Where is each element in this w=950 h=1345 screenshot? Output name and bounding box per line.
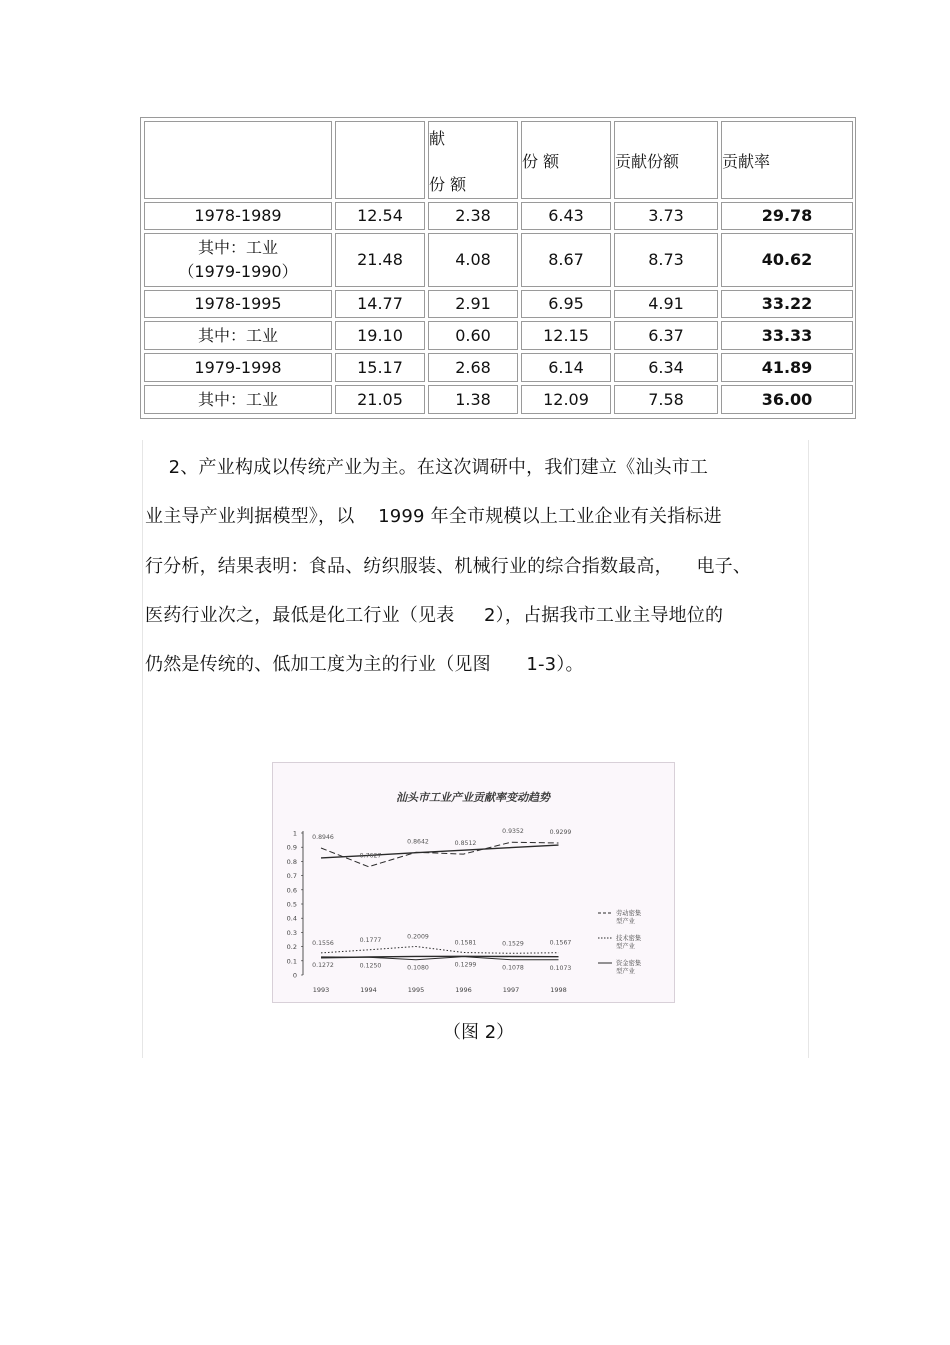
data-label: 0.8512 xyxy=(454,840,477,848)
table-cell: 8.73 xyxy=(614,233,718,287)
data-label: 0.1250 xyxy=(359,962,382,970)
table-cell: 15.17 xyxy=(335,353,425,382)
table-cell: 41.89 xyxy=(721,353,853,382)
y-tick-label: 0.7 xyxy=(286,872,297,881)
data-label: 0.7627 xyxy=(359,852,382,860)
table-cell: 33.33 xyxy=(721,321,853,350)
table-cell: 6.43 xyxy=(521,202,611,230)
table-cell: 12.15 xyxy=(521,321,611,350)
table-cell: 14.77 xyxy=(335,290,425,318)
y-tick-label: 0 xyxy=(292,971,297,980)
table-cell: 21.48 xyxy=(335,233,425,287)
data-label: 0.8946 xyxy=(312,833,334,841)
table-header-cell xyxy=(721,121,853,199)
legend-label: 型产业 xyxy=(616,918,635,925)
table-row-label: 1979-1998 xyxy=(144,353,332,382)
y-tick-label: 0.5 xyxy=(286,900,297,909)
data-label: 0.2009 xyxy=(407,933,429,941)
x-tick-label: 1998 xyxy=(550,986,567,994)
legend-label: 劳动密集 xyxy=(616,910,642,917)
data-label: 0.1272 xyxy=(312,961,334,969)
table-header-cell xyxy=(521,121,611,199)
paragraph-line: 2、产业构成以传统产业为主。在这次调研中，我们建立《汕头市工 xyxy=(145,457,709,478)
table-cell: 2.38 xyxy=(428,202,518,230)
table-cell: 40.62 xyxy=(721,233,853,287)
data-label: 0.1299 xyxy=(454,961,477,969)
table-header-text: 份 额 xyxy=(522,152,560,171)
table-cell: 33.22 xyxy=(721,290,853,318)
x-tick-label: 1993 xyxy=(312,986,330,994)
paragraph-line: 医药行业次之，最低是化工行业（见表 2），占据我市工业主导地位的 xyxy=(145,605,724,626)
trend-line-1 xyxy=(321,956,559,958)
table-cell: 21.05 xyxy=(335,385,425,414)
data-label: 0.1777 xyxy=(359,936,382,944)
data-label: 0.9352 xyxy=(502,828,524,836)
table-cell: 12.54 xyxy=(335,202,425,230)
table-cell: 8.67 xyxy=(521,233,611,287)
data-label: 0.1073 xyxy=(549,964,572,972)
table-cell: 6.95 xyxy=(521,290,611,318)
x-tick-label: 1994 xyxy=(360,986,377,994)
data-table xyxy=(140,117,856,419)
chart-title: 汕头市工业产业贡献率变动趋势 xyxy=(396,791,550,804)
figure-caption: （图 2） xyxy=(443,1022,515,1043)
table-header-cell xyxy=(335,121,425,199)
table-cell: 6.37 xyxy=(614,321,718,350)
table-cell: 3.73 xyxy=(614,202,718,230)
paragraph-line: 业主导产业判据模型》，以 1999 年全市规模以上工业企业有关指标进 xyxy=(145,506,722,527)
x-tick-label: 1996 xyxy=(455,986,472,994)
x-tick-label: 1995 xyxy=(407,986,425,994)
table-header-text: 贡献份额 xyxy=(615,152,680,171)
table-header-cell xyxy=(428,121,518,199)
y-tick-label: 0.1 xyxy=(286,957,297,966)
y-tick-label: 1 xyxy=(292,829,297,838)
table-cell: 2.68 xyxy=(428,353,518,382)
y-tick-label: 0.9 xyxy=(286,843,297,852)
table-cell: 29.78 xyxy=(721,202,853,230)
table-cell: 4.08 xyxy=(428,233,518,287)
data-label: 0.1078 xyxy=(502,964,524,972)
table-cell: 12.09 xyxy=(521,385,611,414)
table-cell: 1.38 xyxy=(428,385,518,414)
table-row-label: 其中：工业 （1979-1990） xyxy=(144,233,332,287)
table-cell: 36.00 xyxy=(721,385,853,414)
series-line-0 xyxy=(321,842,559,867)
series-line-1 xyxy=(321,947,559,954)
table-cell: 6.34 xyxy=(614,353,718,382)
table-cell: 0.60 xyxy=(428,321,518,350)
table-row-label: 1978-1989 xyxy=(144,202,332,230)
y-tick-label: 0.8 xyxy=(286,857,297,866)
legend-label: 资金密集 xyxy=(616,960,642,967)
table-header-cell xyxy=(144,121,332,199)
data-label: 0.1529 xyxy=(502,940,524,948)
y-tick-label: 0.4 xyxy=(286,914,297,923)
table-row-label: 1978-1995 xyxy=(144,290,332,318)
table-cell: 19.10 xyxy=(335,321,425,350)
table-header-text: 贡献率 xyxy=(722,152,771,171)
table-row-label: 其中：工业 xyxy=(144,321,332,350)
trend-line-0 xyxy=(321,845,559,858)
legend-label: 型产业 xyxy=(616,943,635,950)
contribution-trend-chart xyxy=(272,762,675,1003)
y-tick-label: 0.2 xyxy=(286,943,297,952)
table-row-label: 其中：工业 xyxy=(144,385,332,414)
data-label: 0.1567 xyxy=(549,939,572,947)
paragraph-line: 行分析，结果表明：食品、纺织服装、机械行业的综合指数最高， 电子、 xyxy=(145,556,752,577)
data-label: 0.8642 xyxy=(407,838,429,846)
legend-label: 技术密集 xyxy=(616,935,642,942)
data-label: 0.1581 xyxy=(454,939,477,947)
chart-svg xyxy=(273,763,674,1002)
y-tick-label: 0.6 xyxy=(286,886,297,895)
y-tick-label: 0.3 xyxy=(286,928,297,937)
table-cell: 6.14 xyxy=(521,353,611,382)
data-label: 0.1080 xyxy=(407,964,429,972)
table-cell: 4.91 xyxy=(614,290,718,318)
x-tick-label: 1997 xyxy=(502,986,520,994)
table-cell: 7.58 xyxy=(614,385,718,414)
table-cell: 2.91 xyxy=(428,290,518,318)
data-label: 0.9299 xyxy=(549,828,572,836)
table-header-cell xyxy=(614,121,718,199)
paragraph-line: 仍然是传统的、低加工度为主的行业（见图 1-3）。 xyxy=(145,654,584,675)
table-header-text: 献 xyxy=(429,129,446,148)
table-header-text: 份 额 xyxy=(429,175,467,194)
legend-label: 型产业 xyxy=(616,968,635,975)
data-label: 0.1556 xyxy=(312,939,334,947)
